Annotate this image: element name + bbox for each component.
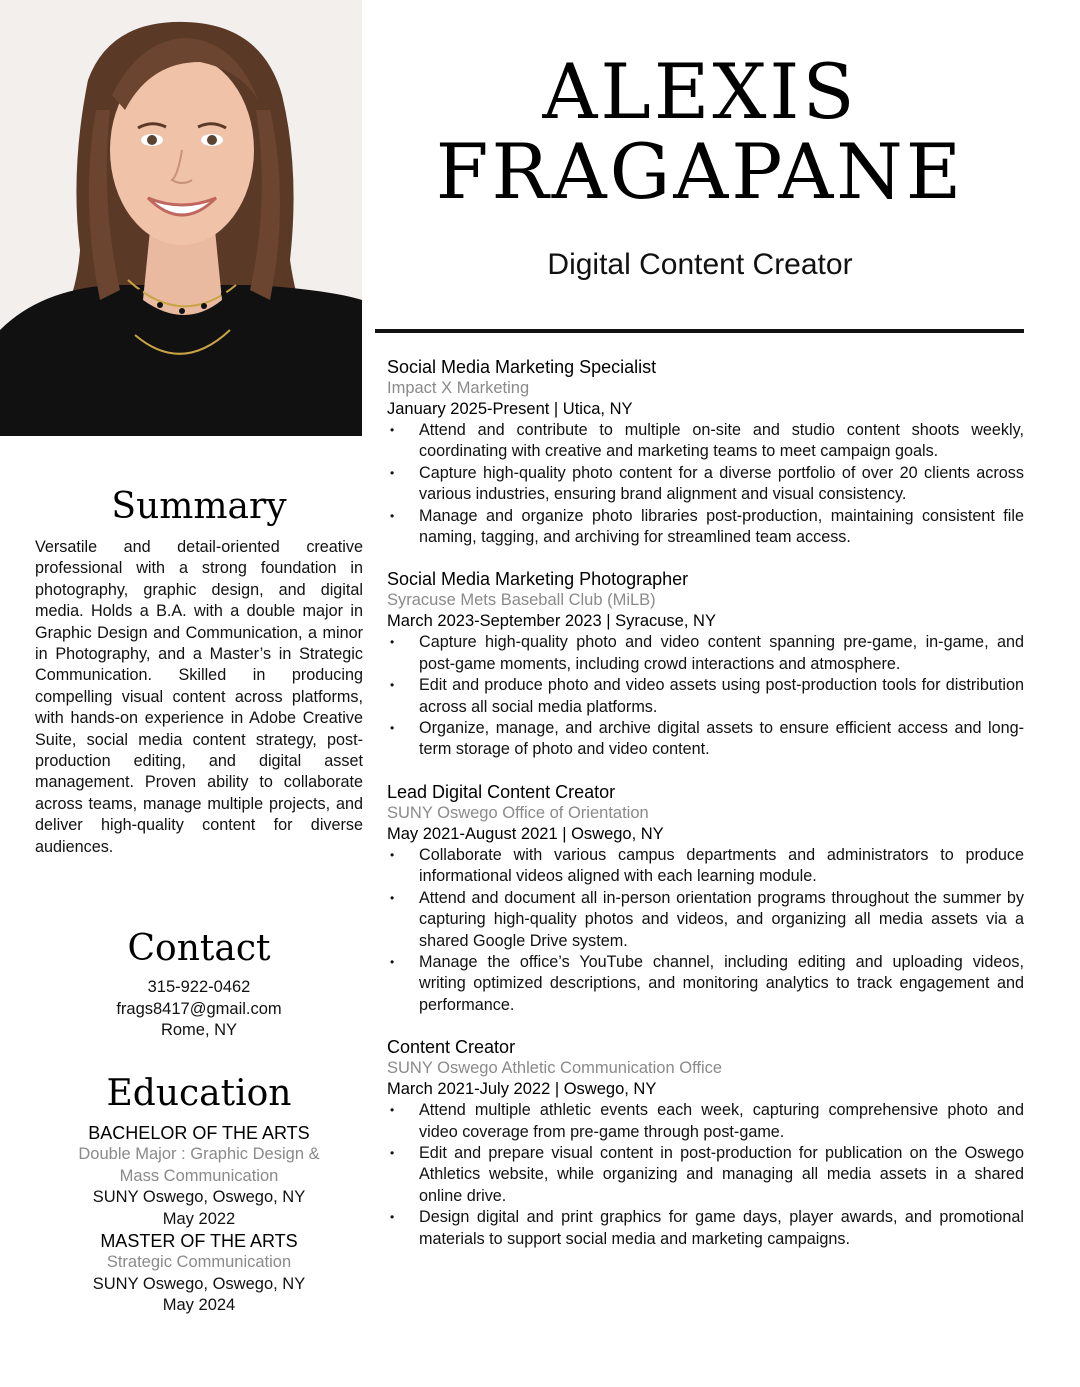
education-section [35,1073,363,1317]
job-bullet: • Design digital and print graphics for game days, player awards, and promotional materials to support social media and marketing campaigns. [390,1208,1024,1248]
job-role: Lead Digital Content Creator [387,781,616,802]
job-entry [387,1036,1024,1250]
job-bullet: • Capture high-quality photo and video content spanning pre-game, in-game, and post-game moments, including crowd interactions and atmosphere. [390,633,1024,673]
contact-phone[interactable]: 315-922-0462 [147,978,251,996]
job-bullet: • Attend and document all in-person orientation programs throughout the summer by capturing high-quality photos and videos, and organizing all media assets via a shared Google Drive system. [390,888,1024,950]
bullet-icon: • [390,635,395,650]
bullet-icon: • [390,423,395,437]
job-role: Content Creator [387,1037,516,1058]
summary-text: Versatile and detail-oriented creative professional with a strong foundation in photography, graphic design, and digital media. Holds a B.A. with a double major in Graphic Design and Communication, a minor in Photography, and a Master’s in Strategic Communication. Skilled in producing compelling visual content across platforms, with hands-on experience in Adobe Creative Suite, social media content strategy, post-production editing, and digital asset management. Proven ability to collaborate across teams, manage multiple projects, and deliver high-quality content for diverse audiences. [35,538,363,856]
first-name: ALEXIS [542,47,858,136]
portrait-illustration [0,0,362,436]
bullet-icon: • [390,954,395,969]
job-dates: March 2021-July 2022 | Oswego, NY [387,1080,657,1099]
contact-email[interactable]: frags8417@gmail.com [116,999,282,1018]
contact-heading: Contact [127,928,271,969]
job-bullet: • Collaborate with various campus departments and administrators to produce informational videos aligned with each learning module. [390,845,1024,886]
last-name: FRAGAPANE [435,127,965,216]
job-company: SUNY Oswego Athletic Communication Office [387,1059,723,1078]
bullet-icon: • [390,847,395,862]
job-bullet: • Manage and organize photo libraries post-production, maintaining consistent file naming, tagging, and archiving for streamlined team access. [390,506,1024,547]
bullet-icon: • [390,1145,395,1160]
job-dates: May 2021-August 2021 | Oswego, NY [387,824,664,843]
job-bullet: • Attend and contribute to multiple on-site and studio content shoots weekly, coordinating with creative and marketing teams to meet campaign goals. [390,421,1024,461]
contact-location: Rome, NY [160,1021,238,1039]
job-bullet: • Capture high-quality photo content for a diverse portfolio of over 20 clients across various industries, ensuring brand alignment and visual consistency. [390,463,1024,504]
edu-field: Double Major : Graphic Design & Mass Communication [78,1145,320,1185]
bullet-icon: • [390,508,395,523]
job-role: Social Media Marketing Photographer [387,569,689,590]
education-entry [35,1230,363,1317]
bullet-icon: • [390,678,395,693]
job-entry [387,356,1024,548]
job-title: Digital Content Creator [547,248,853,281]
summary-section [35,486,363,858]
job-entry [387,568,1024,760]
job-company: SUNY Oswego Office of Orientation [387,803,649,822]
job-bullet: • Manage the office’s YouTube channel, including editing and uploading videos, writing optimized descriptions, and monitoring analytics to track engagement and performance. [390,952,1024,1014]
job-company: Syracuse Mets Baseball Club (MiLB) [387,591,656,610]
bullet-icon: • [390,890,395,905]
education-entry [35,1122,363,1230]
bullet-icon: • [390,1210,395,1225]
edu-date: May 2022 [162,1209,236,1228]
contact-section [35,928,363,1042]
job-bullet: • Attend multiple athletic events each week, capturing comprehensive photo and video coverage from pre-game through post-game. [390,1101,1024,1141]
education-heading: Education [106,1073,292,1114]
job-bullet: • Edit and prepare visual content in post-production for publication on the Oswego Athletics website, while organizing and managing all media assets in a shared online drive. [390,1143,1024,1205]
header-divider [375,329,1024,333]
bullet-icon: • [390,1103,395,1118]
edu-degree: BACHELOR OF THE ARTS [88,1123,310,1143]
edu-school: SUNY Oswego, Oswego, NY [92,1188,306,1206]
edu-degree: MASTER OF THE ARTS [100,1231,298,1251]
profile-photo [0,0,362,436]
job-dates: January 2025-Present | Utica, NY [387,400,633,418]
summary-heading: Summary [111,486,287,527]
edu-school: SUNY Oswego, Oswego, NY [92,1274,306,1293]
bullet-icon: • [390,721,395,736]
bullet-icon: • [390,465,395,480]
job-company: Impact X Marketing [387,379,530,397]
experience-section [387,356,1024,1270]
edu-date: May 2024 [162,1296,236,1314]
edu-field: Strategic Communication [106,1253,292,1271]
job-dates: March 2023-September 2023 | Syracuse, NY [387,612,716,631]
job-entry [387,781,1024,1016]
job-bullet: • Organize, manage, and archive digital assets to ensure efficient access and long-term storage of photo and video content. [390,719,1024,759]
job-bullet: • Edit and produce photo and video assets using post-production tools for distribution across all social media platforms. [390,676,1024,716]
job-role: Social Media Marketing Specialist [387,357,657,377]
name-block [376,47,1024,216]
